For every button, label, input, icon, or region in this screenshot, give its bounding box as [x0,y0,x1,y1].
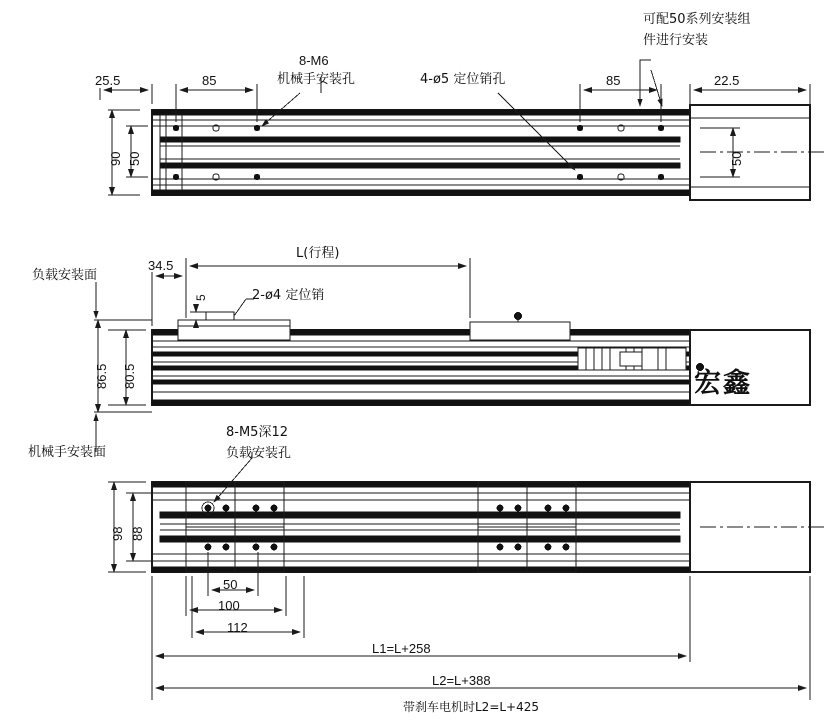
bottom-brake-note: 带刹车电机时L2=L+425 [403,700,540,714]
top-height-outer-dim: 90 [108,151,123,166]
side-robot-face-label: 机械手安装面 [28,445,107,460]
side-load-face-label: 负载安装面 [32,268,98,283]
side-stroke-dim: L(行程) [296,246,340,261]
bottom-l2-dim: L2=L+388 [432,673,491,688]
top-pitch-right-dim: 85 [606,73,621,88]
brand-logo: 宏鑫 [694,368,752,399]
top-note-right-line2: 件进行安装 [643,33,709,48]
bottom-dim-50: 50 [223,577,238,592]
bottom-callout-8-m5-line2: 负载安装孔 [226,446,292,461]
bottom-dim-100: 100 [218,598,240,613]
top-callout-8-m6-sub: 机械手安装孔 [277,72,356,87]
bottom-width-outer-dim: 98 [110,526,125,541]
side-total-height-dim: 86.5 [94,363,109,389]
bottom-callout-8-m5-line1: 8-M5深12 [226,425,288,440]
top-note-right-line1: 可配50系列安装组 [643,12,751,27]
top-right-offset-dim: 22.5 [714,73,740,88]
top-callout-locating-pins: 4-ø5 定位销孔 [420,72,506,87]
side-body-height-dim: 80.5 [122,363,137,389]
bottom-width-inner-dim: 88 [130,526,145,541]
bottom-l1-dim: L1=L+258 [372,641,431,656]
top-height-inner-dim: 50 [127,151,142,166]
top-pitch-left-dim: 85 [202,73,217,88]
top-left-offset-dim: 25.5 [95,73,121,88]
top-callout-8-m6: 8-M6 [299,53,329,68]
side-callout-2-o4: 2-ø4 定位销 [252,288,325,303]
bottom-dim-112: 112 [227,620,248,635]
side-pin-height-dim: 5 [194,294,208,301]
side-front-offset-dim: 34.5 [148,258,174,273]
top-right-inner-dim: 50 [729,151,744,166]
